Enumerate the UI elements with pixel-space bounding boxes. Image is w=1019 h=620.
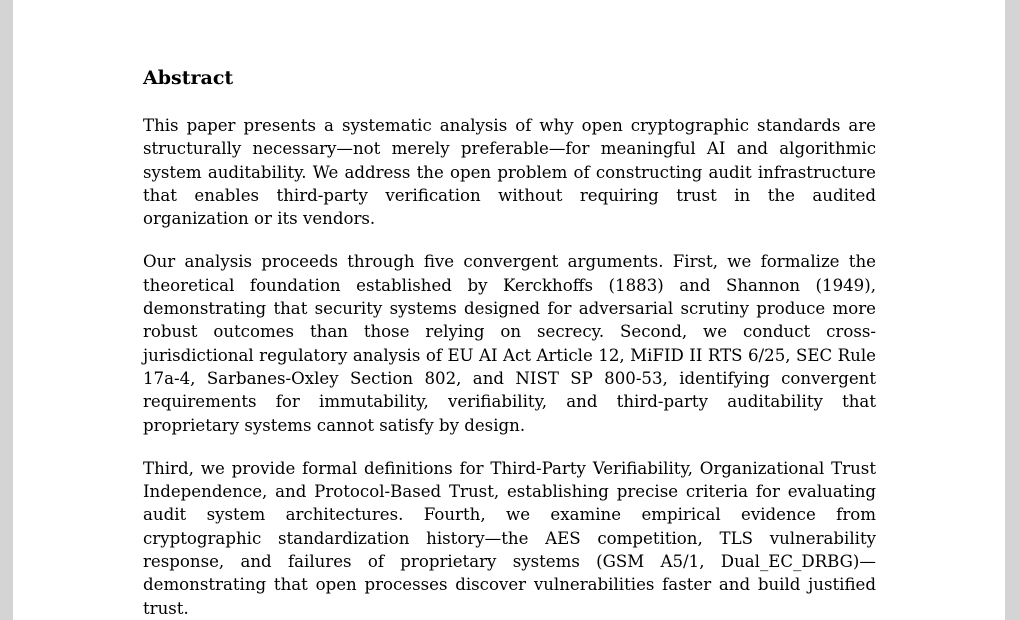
abstract-heading: Abstract — [143, 67, 234, 89]
abstract-section — [143, 64, 876, 620]
abstract-paragraph-3: Third, we provide formal definitions for Third-Party Verifiability, Organizational Trust Independence, and Protocol-Based Trust, establishing precise criteria for evaluating audit system architectures. Fourth, we examine empirical evidence from cryptographic standardization history—the AES competition, TLS vulnerability response, and failures of proprietary systems (GSM A5/1, Dual_EC_DRBG)—demonstrating that open processes discover vulnerabilities faster and build justified trust. — [143, 458, 876, 618]
abstract-paragraph-2: Our analysis proceeds through five convergent arguments. First, we formalize the theoretical foundation established by Kerckhoffs (1883) and Shannon (1949), demonstrating that security systems designed for adversarial scrutiny produce more robust outcomes than those relying on secrecy. Second, we conduct cross-jurisdictional regulatory analysis of EU AI Act Article 12, MiFID II RTS 6/25, SEC Rule 17a-4, Sarbanes-Oxley Section 802, and NIST SP 800-53, identifying convergent requirements for immutability, verifiability, and third-party auditability that proprietary systems cannot satisfy by design. — [143, 252, 876, 435]
document-page — [13, 0, 1005, 620]
abstract-paragraph-1: This paper presents a systematic analysis of why open cryptographic standards are structurally necessary—not merely preferable—for meaningful AI and algorithmic system auditability. We address the open problem of constructing audit infrastructure that enables third-party verification without requiring trust in the audited organization or its vendors. — [143, 116, 876, 229]
